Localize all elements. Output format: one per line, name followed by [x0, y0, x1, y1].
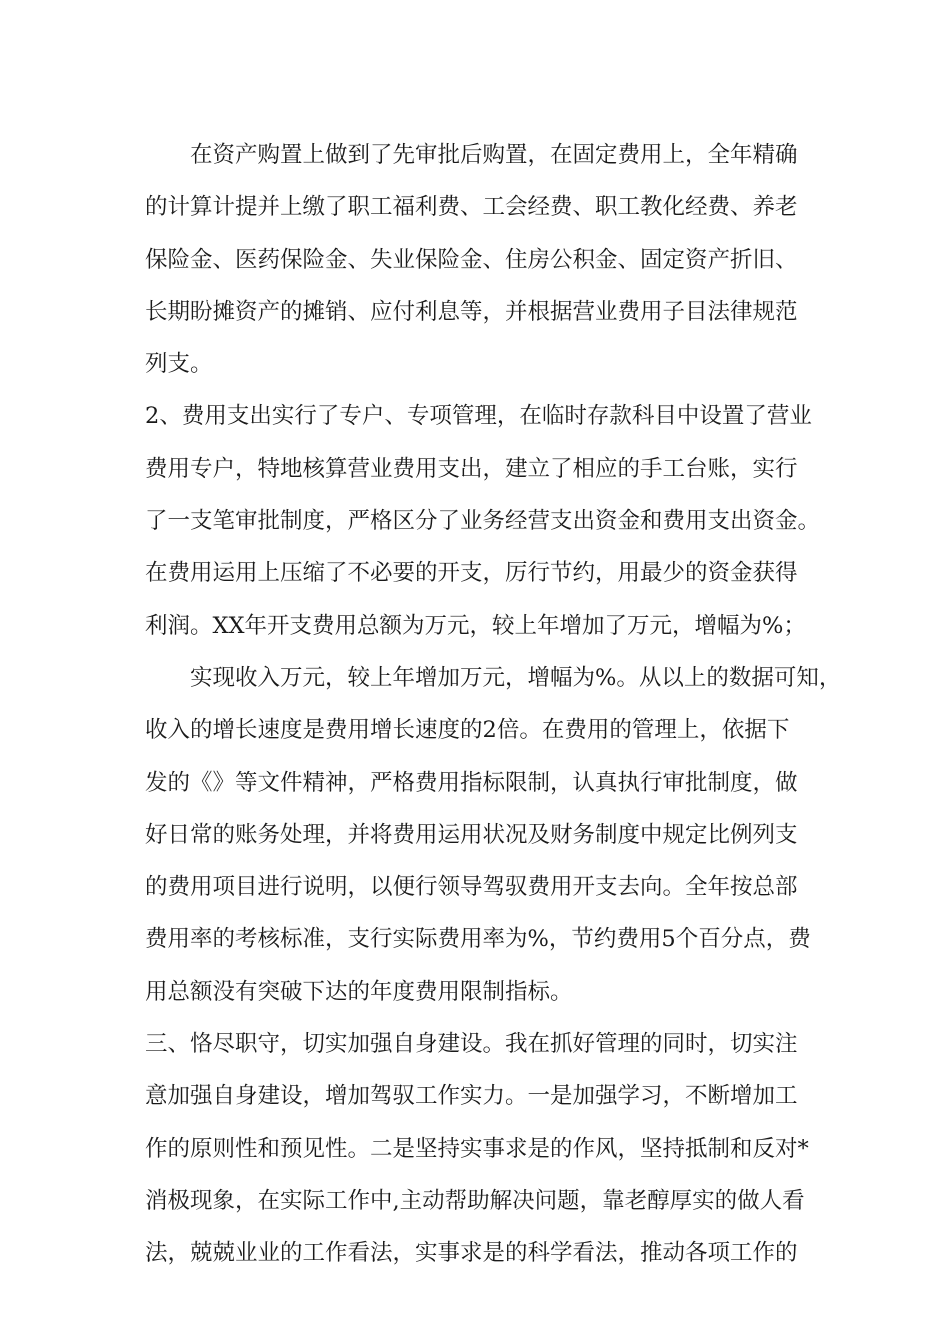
paragraph-line: 意加强自身建设，增加驾驭工作实力。一是加强学习，不断增加工 — [145, 1083, 798, 1110]
paragraph-line: 的计算计提并上缴了职工福利费、工会经费、职工教化经费、养老 — [145, 194, 798, 221]
paragraph-line: 的费用项目进行说明，以便行领导驾驭费用开支去向。全年按总部 — [145, 874, 798, 901]
paragraph-line: 费用专户，特地核算营业费用支出，建立了相应的手工台账，实行 — [145, 455, 798, 482]
paragraph-line: 了一支笔审批制度，严格区分了业务经营支出资金和费用支出资金。 — [145, 508, 821, 535]
paragraph-line: 消极现象，在实际工作中,主动帮助解决问题，靠老醇厚实的做人看 — [145, 1187, 805, 1214]
document-body — [145, 129, 842, 1280]
paragraph-line: 三、恪尽职守，切实加强自身建设。我在抓好管理的同时，切实注 — [145, 1031, 798, 1058]
paragraph-line: 利润。XX年开支费用总额为万元，较上年增加了万元，增幅为%； — [145, 612, 806, 639]
paragraph-line: 发的《》等文件精神，严格费用指标限制，认真执行审批制度，做 — [145, 769, 798, 796]
paragraph-line: 列支。 — [145, 351, 213, 378]
paragraph-line: 收入的增长速度是费用增长速度的2倍。在费用的管理上，依据下 — [145, 717, 790, 744]
paragraph-line: 实现收入万元，较上年增加万元，增幅为%。从以上的数据可知， — [190, 664, 842, 691]
paragraph-line: 法，兢兢业业的工作看法，实事求是的科学看法，推动各项工作的 — [145, 1240, 798, 1267]
paragraph-line: 2、费用支出实行了专户、专项管理，在临时存款科目中设置了营业 — [145, 403, 812, 430]
paragraph-line: 在费用运用上压缩了不必要的开支，厉行节约，用最少的资金获得 — [145, 560, 798, 587]
paragraph-line: 好日常的账务处理，并将费用运用状况及财务制度中规定比例列支 — [145, 821, 798, 848]
paragraph-line: 长期盼摊资产的摊销、应付利息等，并根据营业费用子目法律规范 — [145, 298, 798, 325]
paragraph-line: 保险金、医药保险金、失业保险金、住房公积金、固定资产折旧、 — [145, 246, 798, 273]
paragraph-line: 用总额没有突破下达的年度费用限制指标。 — [145, 978, 573, 1005]
paragraph-line: 费用率的考核标准，支行实际费用率为%，节约费用5个百分点，费 — [145, 926, 811, 953]
paragraph-line: 在资产购置上做到了先审批后购置，在固定费用上，全年精确 — [190, 142, 798, 168]
paragraph-line: 作的原则性和预见性。二是坚持实事求是的作风，坚持抵制和反对* — [145, 1135, 809, 1162]
